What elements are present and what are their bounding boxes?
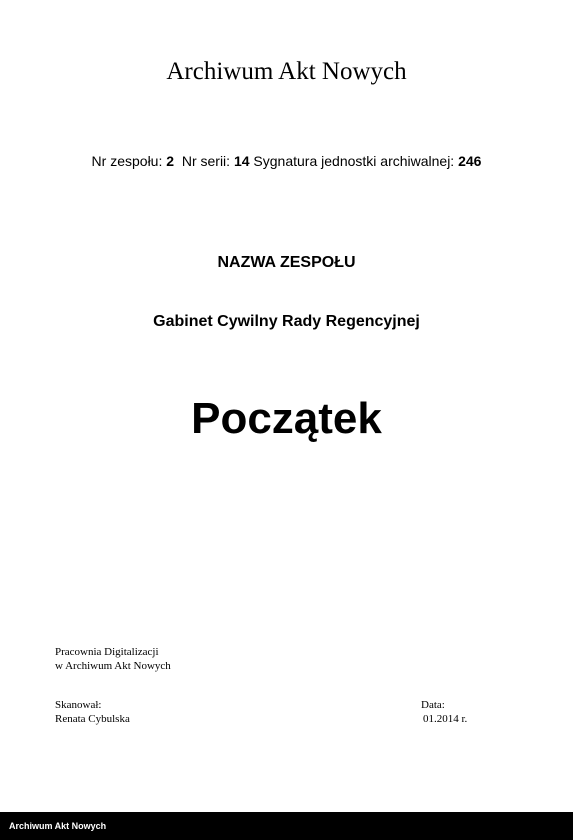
signature-value: 246: [458, 153, 482, 169]
digitization-lab-line-2: w Archiwum Akt Nowych: [55, 660, 171, 672]
series-number-label: Nr serii:: [181, 153, 231, 169]
scanned-by-label: Skanował:: [55, 699, 102, 711]
signature-label: Sygnatura jednostki archiwalnej:: [253, 153, 455, 169]
date-value: 01.2014 r.: [423, 713, 468, 725]
archive-title: Archiwum Akt Nowych: [166, 58, 407, 85]
scanned-by-name: Renata Cybulska: [55, 713, 130, 725]
fonds-number-value: 2: [166, 153, 175, 169]
footer-text: Archiwum Akt Nowych: [9, 821, 107, 831]
fonds-number-label: Nr zespołu:: [91, 153, 163, 169]
reference-line: [0, 152, 573, 170]
start-marker-title: Początek: [191, 394, 382, 443]
date-label: Data:: [421, 699, 445, 711]
fonds-name: Gabinet Cywilny Rady Regencyjnej: [153, 313, 420, 330]
footer-bar: [0, 812, 573, 840]
digitization-lab-line-1: Pracownia Digitalizacji: [55, 646, 159, 658]
fonds-name-heading: NAZWA ZESPOŁU: [217, 254, 356, 271]
series-number-value: 14: [233, 153, 250, 169]
